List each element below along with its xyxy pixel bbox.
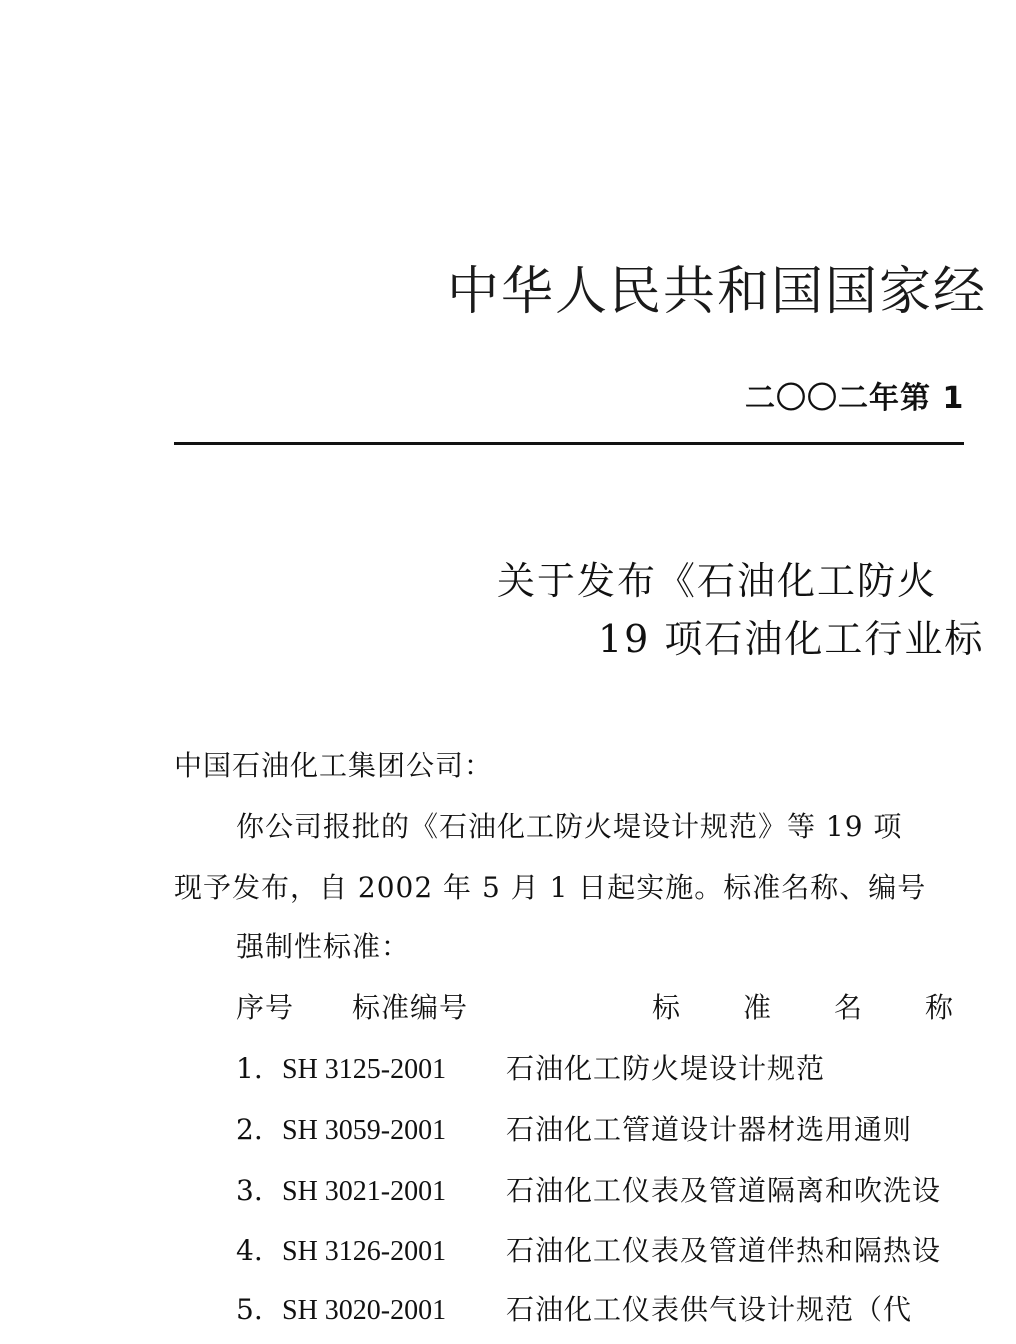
table-row — [236, 1113, 913, 1146]
row-code: SH 3126-2001 — [282, 1236, 447, 1267]
row-name: 石油化工仪表及管道伴热和隔热设 — [506, 1234, 942, 1267]
salutation: 中国石油化工集团公司： — [174, 749, 494, 782]
column-header-name-char: 名 — [834, 991, 864, 1024]
table-row — [236, 1293, 913, 1326]
table-row — [236, 1174, 942, 1207]
row-index: 2. — [236, 1113, 263, 1146]
row-index: 4. — [236, 1234, 263, 1267]
table-row — [236, 1052, 826, 1085]
notice-title-line-2: 19 项石油化工行业标 — [598, 617, 985, 661]
row-code: SH 3021-2001 — [282, 1176, 447, 1207]
column-header-name-char: 准 — [743, 991, 773, 1024]
row-code: SH 3020-2001 — [282, 1295, 447, 1326]
row-name: 石油化工防火堤设计规范 — [506, 1052, 826, 1085]
row-code: SH 3125-2001 — [282, 1054, 447, 1085]
issuer-title: 中华人民共和国国家经 — [447, 262, 988, 322]
row-name: 石油化工仪表供气设计规范（代 — [506, 1293, 913, 1326]
row-name: 石油化工管道设计器材选用通则 — [506, 1113, 913, 1146]
issue-number: 二〇〇二年第 1 — [745, 381, 965, 416]
row-index: 1. — [236, 1052, 263, 1085]
row-index: 3. — [236, 1174, 263, 1207]
body-paragraph-1: 你公司报批的《石油化工防火堤设计规范》等 19 项 — [236, 810, 903, 843]
row-index: 5. — [236, 1293, 263, 1326]
table-row — [236, 1234, 942, 1267]
column-header-code: 标准编号 — [352, 991, 469, 1024]
column-header-name-char: 标 — [652, 991, 682, 1024]
header-divider — [174, 442, 964, 445]
column-header-seq: 序号 — [236, 991, 295, 1024]
column-header-name-char: 称 — [925, 991, 955, 1024]
body-paragraph-2: 现予发布，自 2002 年 5 月 1 日起实施。标准名称、编号 — [174, 871, 927, 904]
column-header-name — [652, 991, 1016, 1024]
row-name: 石油化工仪表及管道隔离和吹洗设 — [506, 1174, 942, 1207]
notice-title-line-1: 关于发布《石油化工防火 — [497, 559, 938, 603]
row-code: SH 3059-2001 — [282, 1115, 447, 1146]
mandatory-standards-label: 强制性标准： — [236, 930, 411, 963]
